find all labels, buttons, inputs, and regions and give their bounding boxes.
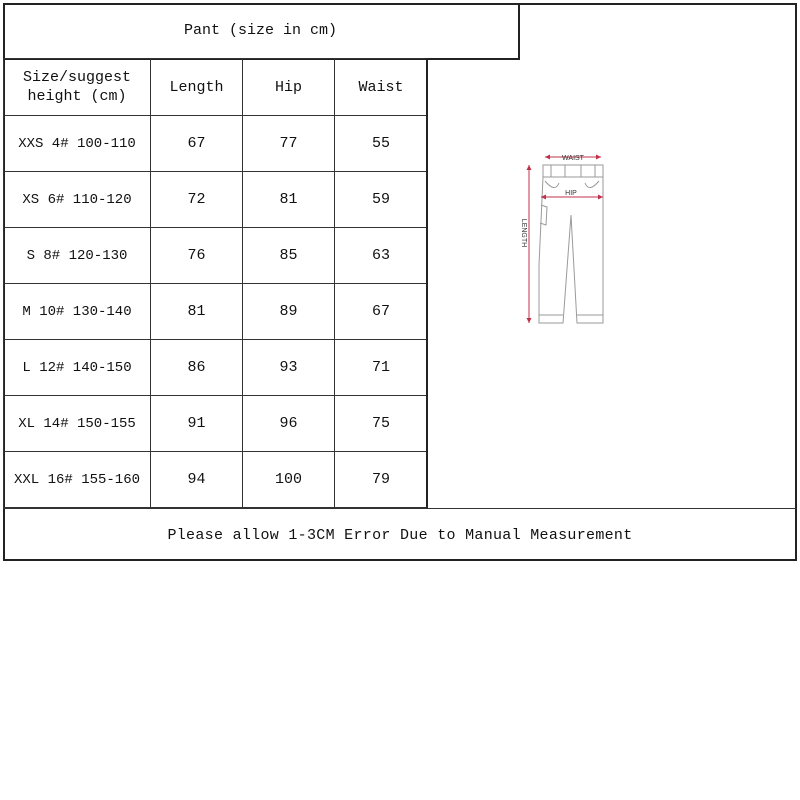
chart-title: Pant (size in cm) (3, 3, 520, 60)
waist-cell: 79 (335, 452, 428, 508)
hip-cell: 81 (243, 172, 335, 228)
length-cell: 86 (151, 340, 243, 396)
length-marker (520, 165, 532, 323)
hip-cell: 85 (243, 228, 335, 284)
size-cell: L 12# 140-150 (4, 340, 151, 396)
size-cell: XS 6# 110-120 (4, 172, 151, 228)
pants-measurement-diagram (515, 145, 625, 335)
size-cell: XXL 16# 155-160 (4, 452, 151, 508)
table-row (4, 116, 428, 172)
table-row (4, 452, 428, 508)
size-table (3, 58, 428, 508)
length-cell: 94 (151, 452, 243, 508)
length-cell: 91 (151, 396, 243, 452)
table-right-border (426, 58, 428, 509)
header-hip: Hip (243, 59, 335, 116)
waistband-outline (543, 165, 603, 177)
pants-outline (539, 177, 603, 323)
size-cell: XXS 4# 100-110 (4, 116, 151, 172)
waist-cell: 63 (335, 228, 428, 284)
table-row (4, 284, 428, 340)
hip-cell: 96 (243, 396, 335, 452)
table-row (4, 396, 428, 452)
length-cell: 67 (151, 116, 243, 172)
table-row (4, 172, 428, 228)
length-cell: 81 (151, 284, 243, 340)
waist-cell: 75 (335, 396, 428, 452)
waist-marker (545, 155, 601, 163)
size-cell: XL 14# 150-155 (4, 396, 151, 452)
header-length: Length (151, 59, 243, 116)
size-cell: M 10# 130-140 (4, 284, 151, 340)
hip-label: HIP (565, 190, 577, 197)
waist-cell: 55 (335, 116, 428, 172)
header-size (4, 59, 151, 116)
length-label: LENGTH (520, 218, 527, 248)
belt-loops (551, 165, 595, 177)
table-row (4, 228, 428, 284)
table-header-row (4, 59, 428, 116)
waist-cell: 67 (335, 284, 428, 340)
hip-cell: 100 (243, 452, 335, 508)
size-cell: S 8# 120-130 (4, 228, 151, 284)
header-size-line2: height (cm) (27, 88, 127, 105)
pocket-lines (545, 181, 599, 188)
hip-cell: 93 (243, 340, 335, 396)
hip-marker (541, 190, 603, 200)
table-row (4, 340, 428, 396)
waist-cell: 71 (335, 340, 428, 396)
length-cell: 76 (151, 228, 243, 284)
hip-cell: 89 (243, 284, 335, 340)
length-cell: 72 (151, 172, 243, 228)
waist-label: WAIST (562, 155, 584, 162)
measurement-note: Please allow 1-3CM Error Due to Manual Measurement (167, 526, 633, 544)
waist-cell: 59 (335, 172, 428, 228)
header-size-line1: Size/suggest (22, 69, 132, 86)
hip-cell: 77 (243, 116, 335, 172)
header-waist: Waist (335, 59, 428, 116)
